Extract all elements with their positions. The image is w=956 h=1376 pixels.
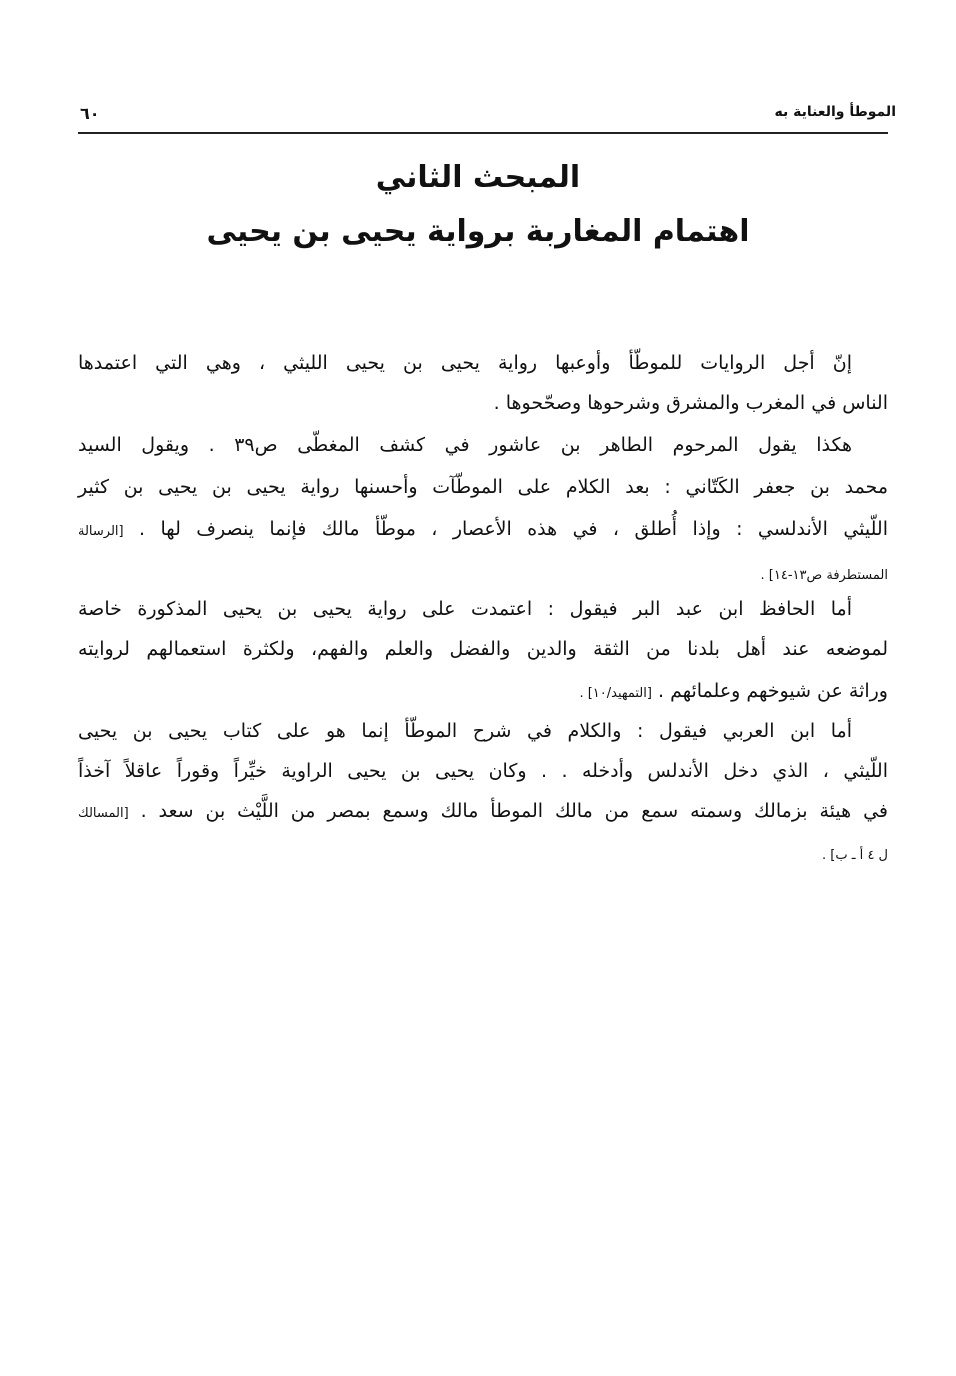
line-text: أما ابن العربي فيقول : والكلام في شرح الموطّأ إنما هو على كتاب يحيى بن يحيى <box>78 720 852 742</box>
text-line <box>78 476 888 498</box>
line-text: إنّ أجل الروايات للموطّأ وأوعبها رواية يحيى بن يحيى الليثي ، وهي التي اعتمدها <box>78 352 852 374</box>
text-line <box>78 518 888 540</box>
line-text: اللّيثي ، الذي دخل الأندلس وأدخله . . وكان يحيى بن يحيى الراوية خيِّراً وقوراً عاقلاً آخذاً <box>78 760 888 782</box>
section-title: المبحث الثاني <box>375 160 581 195</box>
citation: ل ٤ أ ـ ب] . <box>822 848 888 863</box>
line-text: لموضعه عند أهل بلدنا من الثقة والدين والفضل والعلم والفهم، ولكثرة استعمالهم لروايته <box>78 638 888 660</box>
text-line <box>78 392 888 414</box>
text-line <box>78 842 888 864</box>
text-line <box>78 720 888 742</box>
citation: المستطرفة ص١٣-١٤] . <box>760 568 888 583</box>
citation: [التمهيد/١٠] . <box>579 686 652 701</box>
line-text: محمد بن جعفر الكَتّاني : بعد الكلام على الموطّآت وأحسنها رواية يحيى بن يحيى بن كثير <box>78 476 888 498</box>
header-rule <box>78 132 888 134</box>
text-line <box>78 562 888 584</box>
page-number: ٦٠ <box>80 104 100 123</box>
text-line <box>78 352 888 374</box>
citation: [الرسالة <box>78 524 124 539</box>
text-line <box>78 760 888 782</box>
line-text: أما الحافظ ابن عبد البر فيقول : اعتمدت على رواية يحيى بن يحيى المذكورة خاصة <box>78 598 852 620</box>
line-text: وراثة عن شيوخهم وعلمائهم . <box>658 680 888 702</box>
text-line <box>78 638 888 660</box>
section-subtitle: اهتمام المغاربة برواية يحيى بن يحيى <box>206 214 750 249</box>
text-line <box>78 800 888 822</box>
text-line <box>78 598 888 620</box>
citation: [المسالك <box>78 806 129 821</box>
text-line <box>78 434 888 456</box>
line-text: الناس في المغرب والمشرق وشرحوها وصحّحوها . <box>493 392 888 414</box>
line-text: في هيئة بزمالك وسمته سمع من مالك الموطأ مالك وسمع بمصر من اللَّيْث بن سعد . <box>140 800 889 822</box>
running-title: الموطأ والعناية به <box>774 104 896 120</box>
text-line <box>78 680 888 702</box>
line-text: اللّيثي الأندلسي : وإذا أُطلق ، في هذه الأعصار ، موطّأ مالك فإنما ينصرف لها . <box>139 518 888 540</box>
line-text: هكذا يقول المرحوم الطاهر بن عاشور في كشف المغطّى ص٣٩ . ويقول السيد <box>78 434 852 456</box>
